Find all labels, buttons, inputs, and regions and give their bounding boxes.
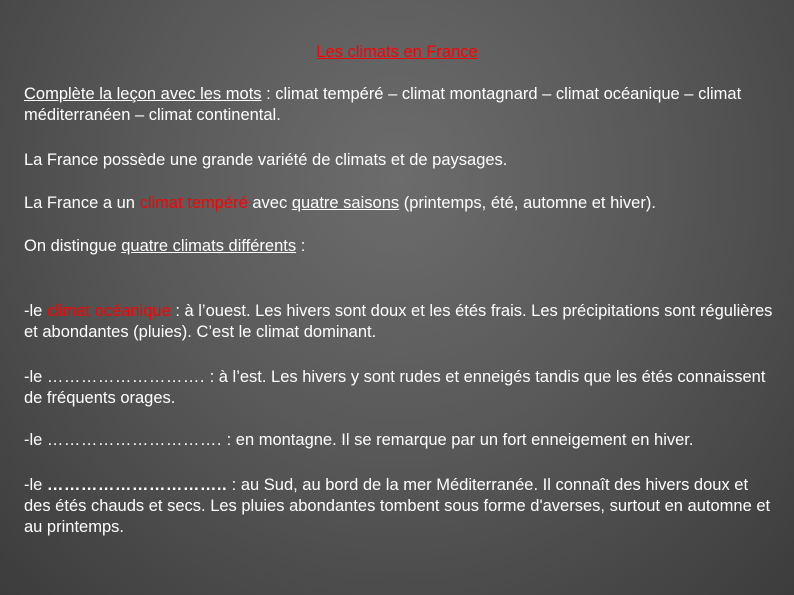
item-montagnard	[24, 430, 774, 451]
p2-mid: avec	[247, 194, 292, 212]
paragraph-four-climates	[24, 236, 774, 257]
item2-dash: -le	[24, 368, 47, 386]
underlined-quatre-saisons: quatre saisons	[291, 194, 400, 212]
blank-2: ………………………….	[46, 431, 223, 449]
p2-before: La France a un	[24, 194, 140, 212]
item4-text: : au Sud, au bord de la mer Méditerranée. Il connaît des hivers doux et des étés chauds et secs. Les pluies abondantes tombent sous forme d'averses, surtout en automne et au printemps.	[24, 476, 771, 536]
blank-1: ……………………….	[46, 368, 206, 386]
instruction-lead: Complète la leçon avec les mots	[24, 85, 262, 103]
item3-text: : en montagne. Il se remarque par un fort enneigement en hiver.	[222, 431, 694, 449]
page-title: Les climats en France	[316, 43, 478, 61]
instruction-words: : climat tempéré – climat montagnard – climat océanique – climat méditerranéen – climat continental.	[24, 85, 742, 124]
item2-text: : à l’est. Les hivers y sont rudes et enneigés tandis que les étés connaissent de fréquents orages.	[24, 368, 766, 407]
instruction	[24, 84, 774, 126]
term-climat-oceanique: climat océanique	[46, 302, 171, 320]
paragraph-variety: La France possède une grande variété de climats et de paysages.	[24, 151, 508, 169]
item-oceanique	[24, 301, 774, 343]
item3-dash: -le	[24, 431, 47, 449]
paragraph-temperate	[24, 193, 774, 214]
blank-3: …………………………..	[46, 476, 228, 494]
item-mediterraneen	[24, 475, 774, 538]
p3-after: :	[296, 237, 306, 255]
term-climat-tempere: climat tempéré	[139, 194, 248, 212]
item4-dash: -le	[24, 476, 47, 494]
item1-dash: -le	[24, 302, 47, 320]
p2-after: (printemps, été, automne et hiver).	[399, 194, 656, 212]
p3-before: On distingue	[24, 237, 122, 255]
underlined-quatre-climats: quatre climats différents	[121, 237, 297, 255]
item-continental	[24, 367, 774, 409]
item1-text: : à l’ouest. Les hivers sont doux et les étés frais. Les précipitations sont régulières et abondantes (pluies). C’est le climat dominant.	[24, 302, 773, 341]
